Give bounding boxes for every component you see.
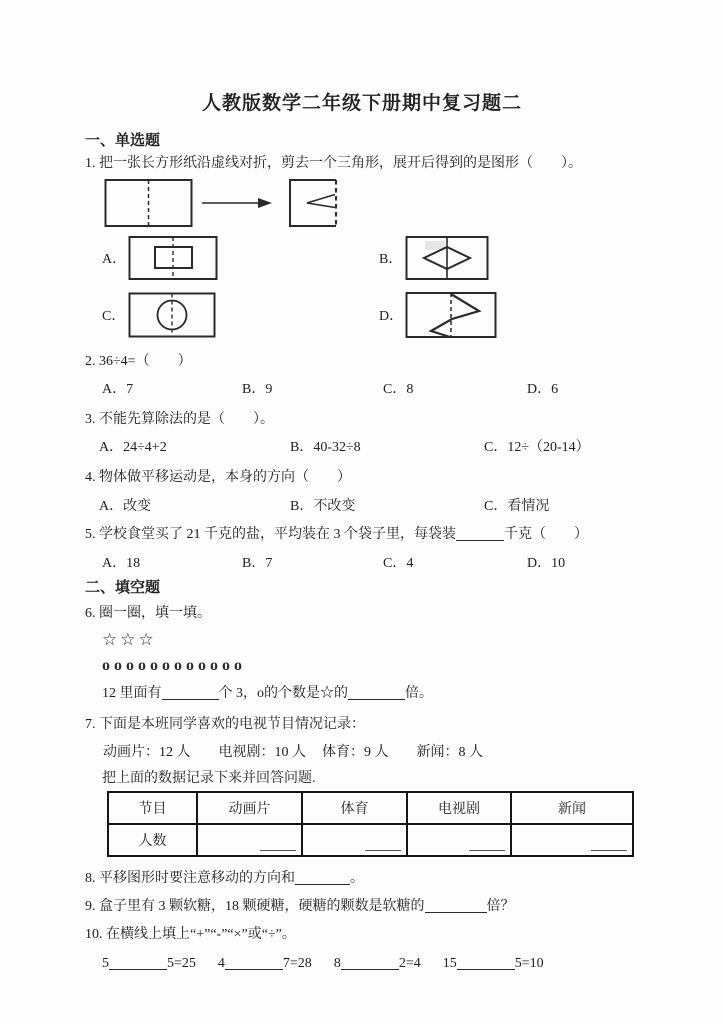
option-d-figure-zigzag-icon[interactable] xyxy=(405,291,497,339)
q7-data-news: 新闻：8 人 xyxy=(416,745,483,760)
question-1-demo-figure xyxy=(85,177,664,229)
eq3-left: 8 xyxy=(333,956,341,971)
question-7-text: 7. 下面是本班同学喜欢的电视节目情况记录： xyxy=(85,717,365,732)
equation-1 xyxy=(102,954,196,974)
question-8-text xyxy=(85,869,664,889)
question-3-options xyxy=(85,438,664,458)
q9-answer-blank[interactable] xyxy=(425,897,487,913)
q2-option-b[interactable]: B．9 xyxy=(242,382,273,397)
equation-2 xyxy=(218,954,312,974)
option-a-figure-rect-in-rect-icon[interactable] xyxy=(128,235,218,281)
cell-answer-line[interactable] xyxy=(365,850,401,851)
q5-option-b[interactable]: B．7 xyxy=(242,556,273,571)
section-heading-fill: 二、填空题 xyxy=(85,580,161,596)
question-4-options xyxy=(85,497,664,517)
q9-text-after: 倍？ xyxy=(486,899,515,914)
q7-data-drama: 电视剧：10 人 xyxy=(218,745,306,760)
section-heading-choice: 一、单选题 xyxy=(85,133,161,149)
table-count-row xyxy=(108,824,633,856)
cell-answer-line[interactable] xyxy=(469,850,505,851)
question-1-options-row-cd xyxy=(85,291,664,339)
q8-text-before: 8. 平移图形时要注意移动的方向和 xyxy=(85,871,295,886)
q5-option-c[interactable]: C．4 xyxy=(383,556,414,571)
question-10-text: 10. 在横线上填上“+”“-”“×”或“÷”。 xyxy=(85,927,296,942)
eq1-operator-blank[interactable] xyxy=(109,954,167,970)
option-b-label[interactable]: B． xyxy=(379,252,403,267)
equation-4 xyxy=(443,954,544,974)
eq2-operator-blank[interactable] xyxy=(225,954,283,970)
eq1-right: 5=25 xyxy=(167,956,196,971)
table-header-row xyxy=(108,792,633,824)
question-3-text: 3. 不能先算除法的是（ ）。 xyxy=(85,412,274,427)
question-7-data-line xyxy=(85,743,664,763)
q4-option-b[interactable]: B．不改变 xyxy=(290,499,356,514)
q6-blank-2[interactable] xyxy=(348,684,405,700)
eq4-right: 5=10 xyxy=(514,956,544,971)
question-7-subtext: 把上面的数据记录下来并回答问题. xyxy=(102,771,316,786)
count-cell-news[interactable] xyxy=(511,824,633,856)
question-2-options xyxy=(85,380,664,400)
question-1-options-row-ab xyxy=(85,235,664,281)
count-cell-drama[interactable] xyxy=(407,824,511,856)
eq4-left: 15 xyxy=(442,956,457,971)
th-drama: 电视剧 xyxy=(407,792,511,824)
q9-text-before: 9. 盒子里有 3 颗软糖，18 颗硬糖，硬糖的颗数是软糖的 xyxy=(85,899,425,914)
q6-seg2: 个 3，o的个数是☆的 xyxy=(218,686,348,701)
q2-option-a[interactable]: A．7 xyxy=(102,382,134,397)
question-2-text: 2. 36÷4=（ ） xyxy=(85,354,192,369)
cell-answer-line[interactable] xyxy=(591,850,627,851)
th-cartoon: 动画片 xyxy=(197,792,302,824)
eq1-left: 5 xyxy=(102,956,109,971)
question-4-text: 4. 物体做平移运动是，本身的方向（ ） xyxy=(85,470,351,485)
question-1-text: 1. 把一张长方形纸沿虚线对折，剪去一个三角形，展开后得到的是图形（ ）。 xyxy=(85,156,582,171)
eq3-operator-blank[interactable] xyxy=(341,954,399,970)
q5-option-d[interactable]: D．10 xyxy=(527,556,566,571)
eq4-operator-blank[interactable] xyxy=(457,954,515,970)
q7-data-cartoon: 动画片：12 人 xyxy=(103,745,191,760)
q2-option-c[interactable]: C．8 xyxy=(383,382,414,397)
option-d-label[interactable]: D． xyxy=(379,309,404,324)
eq3-right: 2=4 xyxy=(398,956,421,971)
eq2-right: 7=28 xyxy=(282,956,312,971)
question-10-equations xyxy=(85,954,664,974)
count-cell-sports[interactable] xyxy=(302,824,407,856)
q5-option-a[interactable]: A．18 xyxy=(102,556,141,571)
q4-option-c[interactable]: C．看情况 xyxy=(484,499,550,514)
q3-option-a[interactable]: A．24÷4+2 xyxy=(99,440,167,455)
q5-text-before: 5. 学校食堂买了 21 千克的盐，平均装在 3 个袋子里，每袋装 xyxy=(85,527,456,542)
th-sports: 体育 xyxy=(302,792,407,824)
row-label-people: 人数 xyxy=(108,824,197,856)
cell-answer-line[interactable] xyxy=(260,850,296,851)
equation-3 xyxy=(334,954,421,974)
fold-and-cut-diagram-icon xyxy=(104,177,342,229)
question-9-text xyxy=(85,897,664,917)
q8-answer-blank[interactable] xyxy=(295,869,350,885)
count-cell-cartoon[interactable] xyxy=(197,824,302,856)
q6-seg1: 12 里面有 xyxy=(102,686,162,701)
option-c-label[interactable]: C． xyxy=(102,309,126,324)
question-5-text xyxy=(85,525,664,545)
th-program: 节目 xyxy=(108,792,197,824)
q6-seg3: 倍。 xyxy=(405,686,433,701)
option-a-label[interactable]: A． xyxy=(102,252,127,267)
q7-data-sports: 体育：9 人 xyxy=(322,745,389,760)
q2-option-d[interactable]: D．6 xyxy=(527,382,559,397)
q5-text-after: 千克（ ） xyxy=(504,527,588,542)
q7-tally-table xyxy=(107,791,634,857)
q6-blank-1[interactable] xyxy=(162,684,219,700)
page-title: 人教版数学二年级下册期中复习题二 xyxy=(201,93,522,114)
question-6-text: 6. 圈一圈，填一填。 xyxy=(85,606,211,621)
q8-text-after: 。 xyxy=(350,871,364,886)
option-b-figure-diamond-icon[interactable] xyxy=(405,235,489,281)
question-5-options xyxy=(85,554,664,574)
q6-stars-row: ☆☆☆ xyxy=(102,630,157,649)
q6-circles-row: oooooooooooo xyxy=(102,657,246,674)
th-news: 新闻 xyxy=(511,792,633,824)
question-6-fill-line xyxy=(85,684,664,704)
option-c-figure-circle-icon[interactable] xyxy=(128,291,216,339)
q3-option-c[interactable]: C．12÷（20-14） xyxy=(484,440,590,455)
eq2-left: 4 xyxy=(217,956,225,971)
q5-answer-blank[interactable] xyxy=(456,525,504,541)
q4-option-a[interactable]: A．改变 xyxy=(99,499,152,514)
q3-option-b[interactable]: B．40-32÷8 xyxy=(290,440,361,455)
